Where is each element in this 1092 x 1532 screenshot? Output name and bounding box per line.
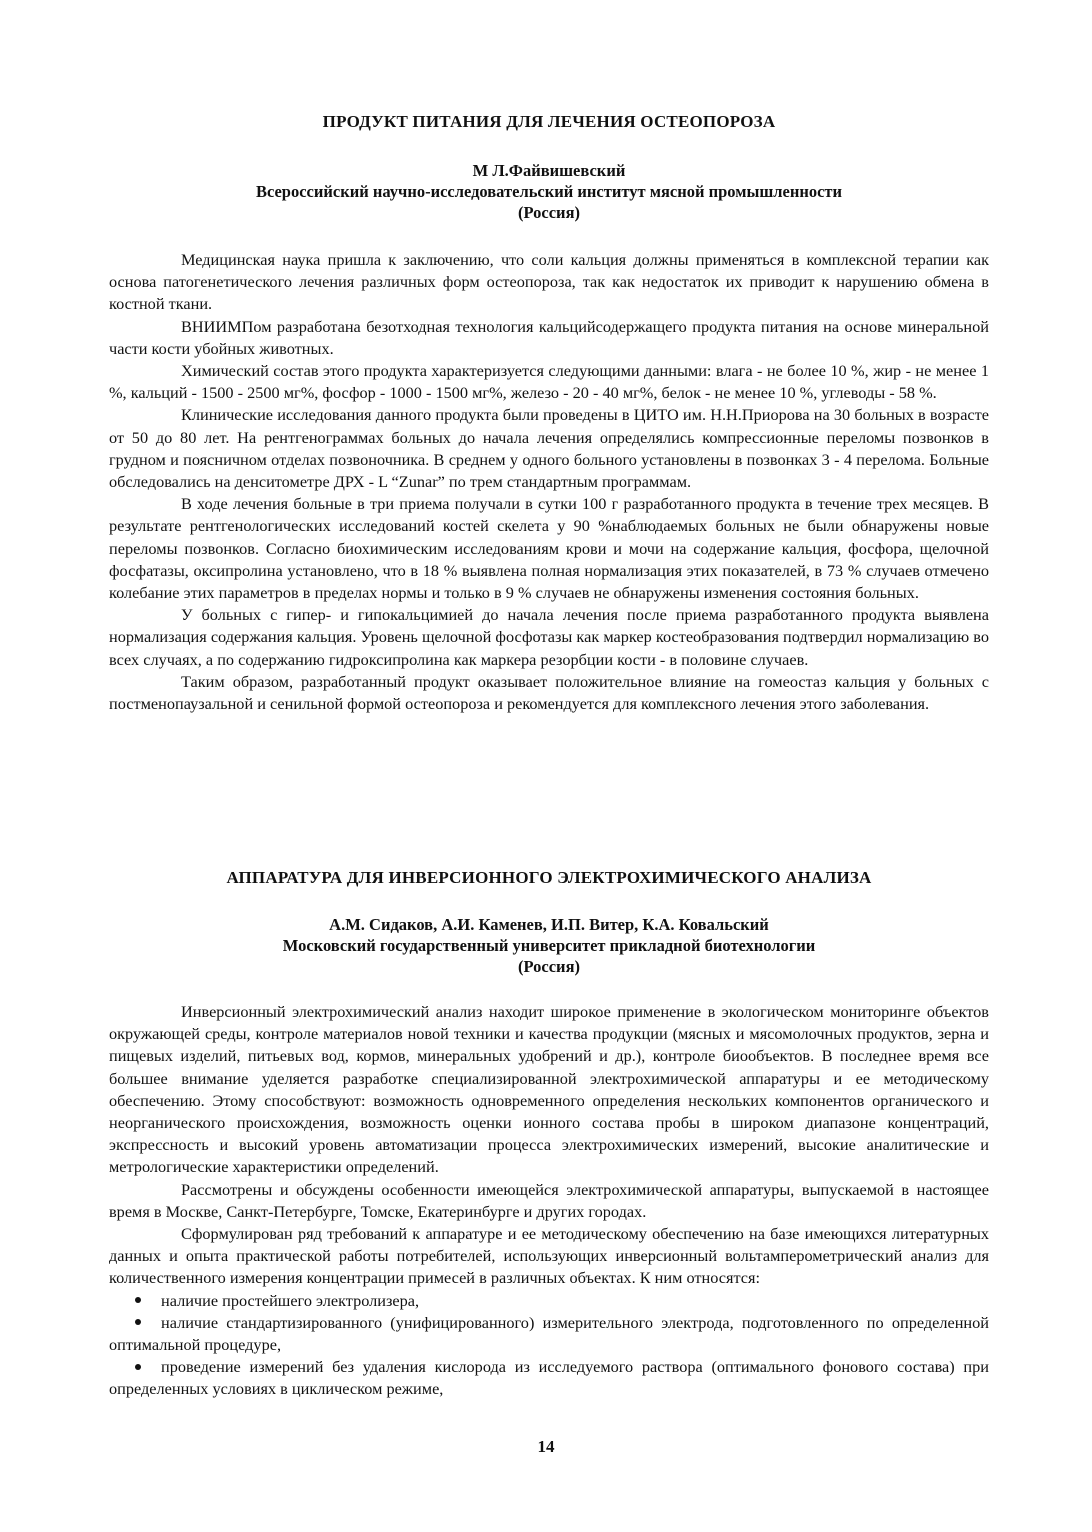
list-item	[109, 1312, 989, 1356]
paragraph: Химический состав этого продукта характеризуется следующими данными: влага - не более 10 %, жир - не менее 1 %, кальций - 1500 - 2500 мг%, фосфор - 1000 - 1500 мг%, железо - 20 - 40 мг%, белок - не менее 10 %, углеводы - 58 %.	[109, 361, 989, 403]
paragraph: ВНИИМПом разработана безотходная технология кальцийсодержащего продукта питания на основе минеральной части кости убойных животных.	[109, 316, 989, 358]
article-country: (Россия)	[518, 203, 580, 222]
bullet-icon	[135, 1319, 141, 1325]
article-affiliation: Московский государственный университет прикладной биотехнологии	[282, 936, 816, 955]
article-affiliation: Всероссийский научно-исследовательский институт мясной промышленности	[255, 182, 843, 201]
list-item	[109, 1356, 989, 1400]
article-title: АППАРАТУРА ДЛЯ ИНВЕРСИОННОГО ЭЛЕКТРОХИМИЧЕСКОГО АНАЛИЗА	[226, 868, 872, 887]
list-item-text: проведение измерений без удаления кислорода из исследуемого раствора (оптимального фонового состава) при определенных условиях в циклическом режиме,	[109, 1357, 989, 1399]
paragraph: Рассмотрены и обсуждены особенности имеющейся электрохимической аппаратуры, выпускаемой в настоящее время в Москве, Санкт-Петербурге, Томске, Екатеринбурге и других городах.	[109, 1179, 989, 1221]
article-authors: А.М. Сидаков, А.И. Каменев, И.П. Витер, К.А. Ковальский	[329, 915, 769, 934]
paragraph: Сформулирован ряд требований к аппаратуре и ее методическому обеспечению на базе имеющихся литературных данных и опыта практической работы потребителей, использующих инверсионный вольтамперометрический анализ для количественного измерения концентрации примесей в различных объектах. К ним относятся:	[109, 1224, 989, 1288]
list-item	[109, 1290, 989, 1312]
paragraph: У больных с гипер- и гипокальцимией до начала лечения после приема разработанного продукта выявлена нормализация содержания кальция. Уровень щелочной фосфотазы как маркер костеобразования подтвердил нормализацию во всех случаях, а по содержанию гидроксипролина как маркера резорбции кости - в половине случаев.	[109, 605, 989, 669]
requirements-list	[109, 1290, 989, 1401]
paragraph: В ходе лечения больные в три приема получали в сутки 100 г разработанного продукта в течение трех месяцев. В результате рентгенологических исследований костей скелета у 90 %наблюдаемых больных не были обнаружены новые переломы позвонков. Согласно биохимическим исследованиям крови и мочи на содержание кальция, фосфора, щелочной фосфатазы, оксипролина установлено, что в 18 % выявлена полная нормализация этих показателей, в 73 % случаев отмечено колебание этих параметров в пределах нормы и только в 9 % случаев не обнаружены изменения состояния больных.	[109, 494, 989, 603]
article-authors: М Л.Файвишевский	[472, 161, 626, 180]
paragraph: Таким образом, разработанный продукт оказывает положительное влияние на гомеостаз кальция у больных с постменопаузальной и сенильной формой остеопороза и рекомендуется для комплексного лечения этого заболевания.	[109, 671, 989, 714]
page-number: 14	[537, 1437, 555, 1456]
article-country: (Россия)	[518, 957, 580, 976]
article-2	[109, 868, 989, 1401]
list-item-text: наличие стандартизированного (унифицированного) измерительного электрода, подготовленного по определенной оптимальной процедуре,	[109, 1312, 989, 1355]
paragraph: Медицинская наука пришла к заключению, что соли кальция должны применяться в комплексной терапии как основа патогенетического лечения различных форм остеопороза, так как недостаток их приводит к нарушению обмена в костной ткани.	[109, 250, 989, 314]
article-title: ПРОДУКТ ПИТАНИЯ ДЛЯ ЛЕЧЕНИЯ ОСТЕОПОРОЗА	[322, 112, 776, 131]
bullet-icon	[135, 1364, 141, 1370]
article-1	[109, 112, 989, 715]
paragraph: Клинические исследования данного продукта были проведены в ЦИТО им. Н.Н.Приорова на 30 больных в возрасте от 50 до 80 лет. На рентгенограммах больных до начала лечения определялись компрессионные переломы позвонков в грудном и поясничном отделах позвоночника. В среднем у одного больного установлены в позвонках 3 - 4 перелома. Больные обследовались на денситометре ДРХ - L “Zunar” по трем стандартным программам.	[109, 405, 989, 492]
paragraph: Инверсионный электрохимический анализ находит широкое применение в экологическом мониторинге объектов окружающей среды, контроле материалов новой техники и качества продукции (мясных и мясомолочных продуктов, зерна и пищевых изделий, питьевых вод, кормов, минеральных удобрений и др.), контроле биообъектов. В последнее время все большее внимание уделяется разработке специализированной электрохимической аппаратуры и ее методическому обеспечению. Этому способствуют: возможность одновременного определения нескольких компонентов органического и неорганического происхождения, возможность оценки ионного состава пробы в широком диапазоне концентраций, экспрессность и высокий уровень автоматизации процесса электрохимических измерений, высокие аналитические и метрологические характеристики определений.	[109, 1002, 989, 1177]
article-body	[109, 249, 989, 715]
article-body	[109, 1001, 989, 1401]
list-item-text: наличие простейшего электролизера,	[161, 1290, 420, 1310]
bullet-icon	[135, 1297, 141, 1303]
